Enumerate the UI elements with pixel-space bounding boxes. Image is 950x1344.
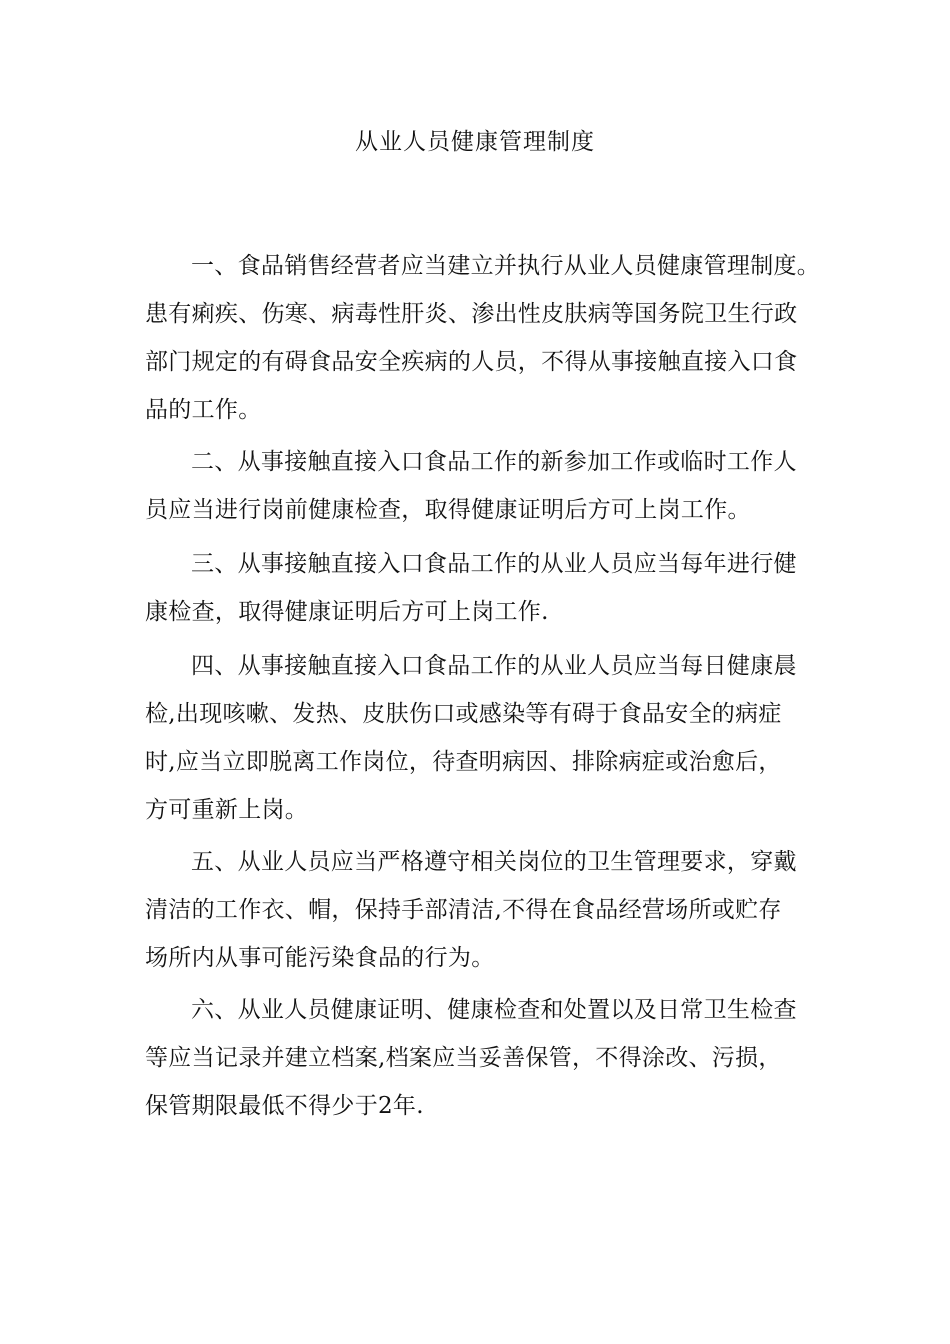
section-6 xyxy=(145,986,810,1130)
paragraph-line: 五、从业人员应当严格遵守相关岗位的卫生管理要求，穿戴 xyxy=(191,849,797,875)
paragraph-line: 清洁的工作衣、帽，保持手部清洁,不得在食品经营场所或贮存 xyxy=(145,897,782,923)
paragraph-line: 品的工作。 xyxy=(145,397,262,423)
paragraph-line: 保管期限最低不得少于2年. xyxy=(145,1093,424,1119)
paragraph-line: 三、从事接触直接入口食品工作的从业人员应当每年进行健 xyxy=(191,551,797,577)
paragraph-line: 员应当进行岗前健康检查，取得健康证明后方可上岗工作。 xyxy=(145,497,751,523)
section-2 xyxy=(145,438,810,534)
section-4 xyxy=(145,642,810,834)
section-5 xyxy=(145,838,810,982)
paragraph-line: 六、从业人员健康证明、健康检查和处置以及日常卫生检查 xyxy=(191,997,797,1023)
document-title: 从业人员健康管理制度 xyxy=(355,129,595,155)
paragraph-line: 场所内从事可能污染食品的行为。 xyxy=(145,945,495,971)
paragraph-line: 部门规定的有碍食品安全疾病的人员，不得从事接触直接入口食 xyxy=(145,349,798,375)
paragraph-line: 康检查，取得健康证明后方可上岗工作. xyxy=(145,599,549,625)
paragraph-line: 时,应当立即脱离工作岗位，待查明病因、排除病症或治愈后， xyxy=(145,749,782,775)
paragraph-line: 二、从事接触直接入口食品工作的新参加工作或临时工作人 xyxy=(191,449,797,475)
section-3 xyxy=(145,540,810,636)
paragraph-line: 等应当记录并建立档案,档案应当妥善保管，不得涂改、污损， xyxy=(145,1045,782,1071)
paragraph-line: 一、食品销售经营者应当建立并执行从业人员健康管理制度。 xyxy=(191,253,821,279)
paragraph-line: 患有痢疾、伤寒、病毒性肝炎、渗出性皮肤病等国务院卫生行政 xyxy=(145,301,798,327)
paragraph-line: 检,出现咳嗽、发热、皮肤伤口或感染等有碍于食品安全的病症 xyxy=(145,701,782,727)
paragraph-line: 方可重新上岗。 xyxy=(145,797,309,823)
paragraph-line: 四、从事接触直接入口食品工作的从业人员应当每日健康晨 xyxy=(191,653,797,679)
section-1 xyxy=(145,242,821,434)
